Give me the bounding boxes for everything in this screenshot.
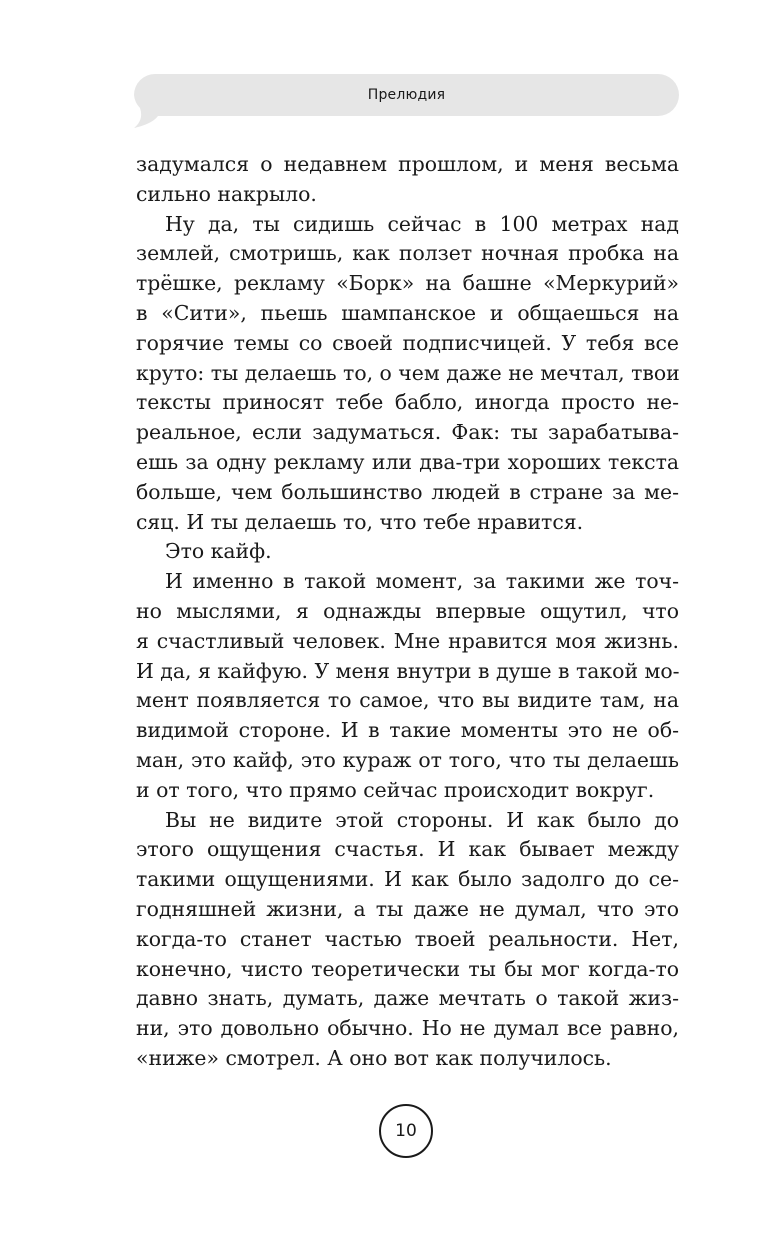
text-line: И именно в такой момент, за такими же точ- — [165, 569, 679, 594]
chapter-title: Прелюдия — [367, 87, 446, 103]
text-line: Вы не видите этой стороны. И как было до — [165, 807, 679, 832]
paragraph — [136, 806, 679, 1074]
text-line: сяц. И ты делаешь то, что тебе нравится. — [136, 509, 584, 534]
text-line: тексты приносят тебе бабло, иногда просто не- — [136, 390, 679, 415]
text-line: этого ощущения счастья. И как бывает между — [136, 837, 679, 862]
text-line: Это кайф. — [165, 539, 272, 564]
text-line: ни, это довольно обычно. Но не думал все равно, — [136, 1016, 679, 1041]
page-number: 10 — [379, 1104, 433, 1158]
text-line: «ниже» смотрел. А оно вот как получилось. — [136, 1045, 612, 1070]
paragraph — [136, 150, 679, 210]
text-line: давно знать, думать, даже мечтать о такой жиз- — [136, 986, 679, 1011]
text-line: И да, я кайфую. У меня внутри в душе в такой мо- — [136, 658, 680, 683]
paragraph — [136, 210, 679, 538]
text-line: ман, это кайф, это кураж от того, что ты делаешь — [136, 747, 679, 772]
text-line: горячие темы со своей подписчицей. У тебя все — [136, 330, 679, 355]
text-line: задумался о недавнем прошлом, и меня весьма — [136, 152, 679, 176]
text-line: Ну да, ты сидишь сейчас в 100 метрах над — [165, 211, 679, 236]
text-line: я счастливый человек. Мне нравится моя жизнь. — [136, 628, 679, 653]
text-line: конечно, чисто теоретически ты бы мог когда-то — [136, 956, 679, 981]
text-line: видимой стороне. И в такие моменты это не об- — [136, 718, 679, 743]
text-line: трёшке, рекламу «Борк» на башне «Меркурий» — [136, 271, 679, 296]
text-line: и от того, что прямо сейчас происходит вокруг. — [136, 777, 655, 802]
text-line: когда-то станет частью твоей реальности. Нет, — [136, 926, 679, 951]
text-line: в «Сити», пьешь шампанское и общаешься на — [136, 300, 679, 325]
paragraph — [136, 567, 679, 805]
paragraph — [136, 537, 679, 567]
body-text — [136, 150, 679, 1074]
text-line: ешь за одну рекламу или два-три хороших текста — [136, 449, 679, 474]
text-line: годняшней жизни, а ты даже не думал, что это — [136, 896, 679, 921]
text-line: мент появляется то самое, что вы видите там, на — [136, 688, 679, 713]
text-line: реальное, если задуматься. Фак: ты зарабатыва- — [136, 420, 679, 445]
text-line: но мыслями, я однажды впервые ощутил, что — [136, 598, 679, 623]
text-line: круто: ты делаешь то, о чем даже не мечтал, твои — [136, 360, 680, 385]
text-line: такими ощущениями. И как было задолго до се- — [136, 867, 679, 892]
text-line: больше, чем большинство людей в стране за ме- — [136, 479, 679, 504]
running-header — [134, 74, 679, 116]
text-line: землей, смотришь, как ползет ночная пробка на — [136, 241, 679, 266]
text-line: сильно накрыло. — [136, 181, 317, 206]
